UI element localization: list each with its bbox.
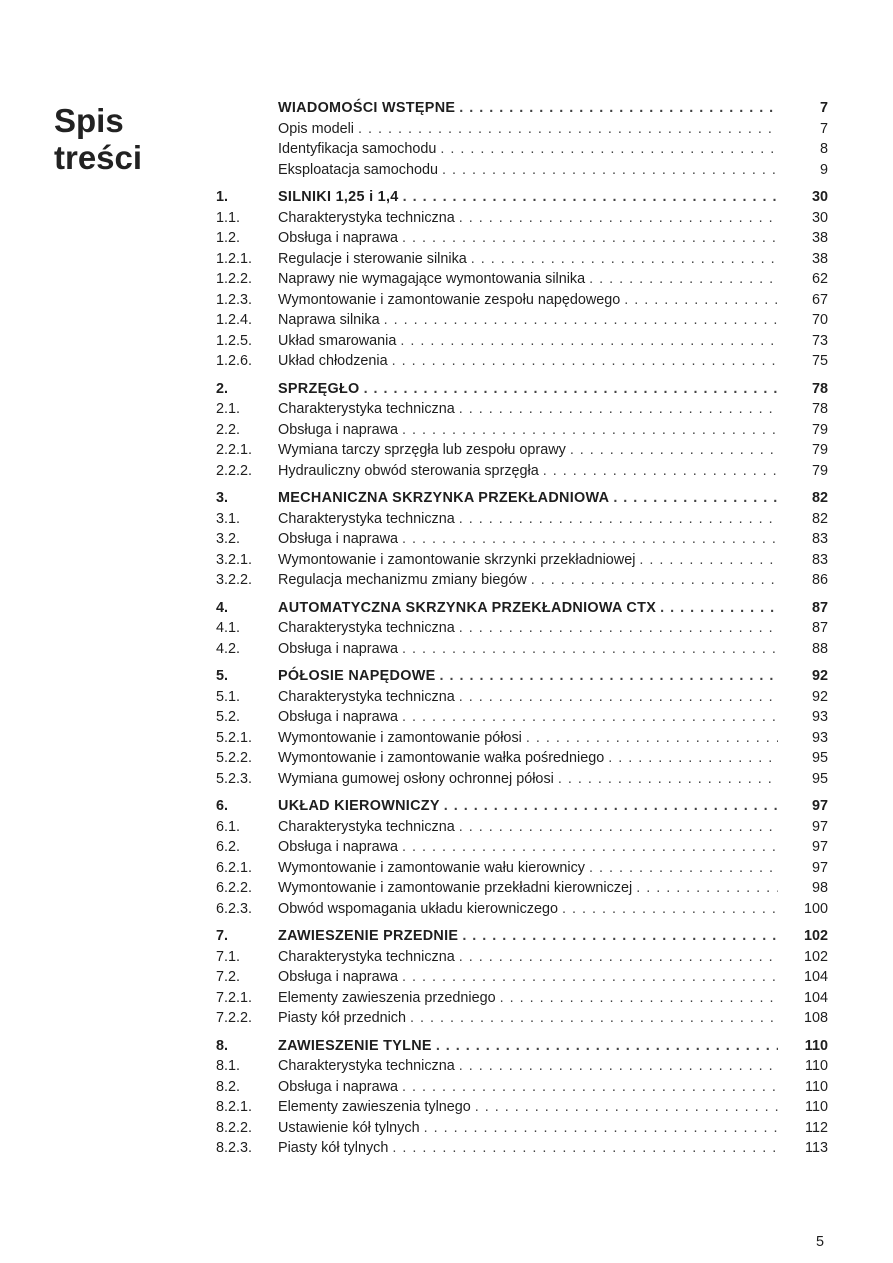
toc-entry-number: 3.: [216, 490, 229, 506]
toc-chapter-heading: [216, 1036, 828, 1057]
toc-entry-number: 1.2.: [216, 230, 241, 246]
toc-entry-title: SPRZĘGŁO: [278, 380, 360, 397]
page-title: [54, 102, 142, 176]
toc-dot-leader: [360, 379, 778, 400]
toc-entry-number: 7.2.1.: [216, 989, 253, 1006]
toc-entry: [216, 290, 828, 311]
toc-entry-title: Wymontowanie i zamontowanie półosi: [278, 729, 522, 746]
toc-entry: [216, 988, 828, 1009]
toc-entry-page: 110: [805, 1058, 828, 1074]
toc-entry: [216, 269, 828, 290]
toc-entry-number: 2.: [216, 380, 229, 397]
toc-entry: [216, 728, 828, 749]
toc-entry: [216, 351, 828, 372]
toc-entry-page: 98: [811, 880, 828, 896]
toc-entry: [216, 550, 828, 571]
toc-entry-number: 1.2.2.: [216, 271, 253, 287]
toc-dot-leader: [398, 967, 778, 988]
toc-entry-title: WIADOMOŚCI WSTĘPNE: [278, 100, 456, 116]
toc-entry-title: Obsługa i naprawa: [278, 531, 398, 547]
toc-entry-page: 82: [811, 490, 828, 506]
toc-entry: [216, 878, 828, 899]
toc-entry: [216, 139, 828, 160]
toc-entry-title: Wymontowanie i zamontowanie wału kierownicy: [278, 859, 586, 876]
toc-entry-page: 70: [811, 312, 828, 328]
toc-dot-leader: [558, 899, 778, 920]
toc-entry-page: 83: [811, 551, 828, 568]
toc-entry: [216, 1077, 828, 1098]
toc-entry: [216, 1056, 828, 1077]
toc-dot-leader: [455, 1056, 778, 1077]
toc-entry-page: 30: [811, 189, 828, 205]
toc-dot-leader: [620, 290, 778, 311]
toc-entry-number: 5.2.3.: [216, 770, 253, 787]
toc-entry: [216, 228, 828, 249]
toc-entry-title: Regulacje i sterowanie silnika: [278, 250, 467, 267]
toc-entry-number: 1.2.4.: [216, 312, 253, 328]
toc-chapter-group: [216, 666, 828, 789]
toc-entry: [216, 858, 828, 879]
toc-entry-page: 7: [819, 120, 828, 137]
toc-entry-title: Wymontowanie i zamontowanie zespołu napędowego: [278, 291, 621, 308]
toc-entry-number: 6.2.2.: [216, 880, 253, 896]
toc-entry-title: Obsługa i naprawa: [278, 421, 398, 438]
toc-entry-number: 6.: [216, 798, 229, 814]
toc-chapter-group: [216, 598, 828, 660]
toc-entry-page: 93: [811, 709, 828, 725]
toc-entry-title: Charakterystyka techniczna: [278, 401, 455, 417]
toc-entry-number: 5.1.: [216, 688, 241, 705]
toc-dot-leader: [566, 440, 778, 461]
toc-chapter-heading: [216, 666, 828, 687]
toc-entry-page: 82: [811, 510, 828, 527]
toc-dot-leader: [398, 837, 778, 858]
toc-dot-leader: [604, 748, 778, 769]
toc-dot-leader: [438, 160, 778, 181]
toc-entry-number: 8.2.: [216, 1078, 241, 1095]
toc-entry-title: Obsługa i naprawa: [278, 640, 398, 657]
page-title-line-1: Spis: [54, 102, 124, 139]
toc-entry-page: 102: [803, 948, 828, 965]
toc-entry-page: 110: [805, 1099, 828, 1115]
toc-entry: [216, 837, 828, 858]
toc-entry-number: 8.1.: [216, 1058, 241, 1074]
toc-chapter-heading: [216, 98, 828, 119]
toc-dot-leader: [388, 351, 778, 372]
toc-dot-leader: [656, 598, 778, 619]
toc-entry-number: 2.1.: [216, 401, 241, 417]
toc-entry: [216, 1008, 828, 1029]
toc-entry: [216, 1138, 828, 1159]
toc-entry-page: 97: [811, 839, 828, 855]
toc-entry-page: 110: [805, 1078, 828, 1095]
toc-chapter-heading: [216, 796, 828, 817]
toc-chapter-group: [216, 1036, 828, 1159]
toc-dot-leader: [398, 707, 778, 728]
toc-entry-title: Piasty kół tylnych: [278, 1140, 389, 1156]
toc-entry-title: Układ smarowania: [278, 332, 397, 349]
toc-entry: [216, 399, 828, 420]
toc-entry: [216, 639, 828, 660]
toc-entry-title: Charakterystyka techniczna: [278, 948, 455, 965]
toc-entry: [216, 331, 828, 352]
toc-entry-title: Wymontowanie i zamontowanie skrzynki przekładniowej: [278, 551, 636, 568]
toc-entry-title: UKŁAD KIEROWNICZY: [278, 798, 440, 814]
toc-dot-leader: [496, 988, 778, 1009]
toc-dot-leader: [398, 228, 778, 249]
toc-entry-page: 30: [811, 209, 828, 226]
toc-entry-page: 86: [811, 572, 828, 588]
toc-entry-page: 87: [811, 599, 828, 616]
toc-dot-leader: [455, 618, 778, 639]
toc-entry-page: 95: [811, 750, 828, 766]
toc-entry-title: Hydrauliczny obwód sterowania sprzęgła: [278, 462, 539, 479]
toc-entry: [216, 249, 828, 270]
toc-entry: [216, 967, 828, 988]
toc-chapter-group: [216, 488, 828, 591]
toc-entry-number: 6.2.: [216, 839, 241, 855]
toc-dot-leader: [420, 1118, 778, 1139]
toc-entry: [216, 420, 828, 441]
toc-entry: [216, 618, 828, 639]
toc-entry: [216, 310, 828, 331]
toc-dot-leader: [455, 509, 778, 530]
toc-entry-page: 104: [803, 969, 828, 985]
toc-entry: [216, 687, 828, 708]
toc-entry-title: Elementy zawieszenia tylnego: [278, 1099, 471, 1115]
toc-entry: [216, 440, 828, 461]
toc-entry-title: Wymiana gumowej osłony ochronnej półosi: [278, 770, 554, 787]
toc-dot-leader: [455, 947, 778, 968]
toc-entry-page: 38: [811, 250, 828, 267]
toc-entry-number: 7.: [216, 928, 229, 944]
toc-entry-page: 7: [819, 100, 828, 116]
toc-entry-number: 1.2.6.: [216, 353, 253, 369]
toc-dot-leader: [398, 1077, 778, 1098]
toc-entry-number: 1.: [216, 189, 229, 205]
toc-chapter-heading: [216, 926, 828, 947]
toc-entry-page: 104: [803, 989, 828, 1006]
table-of-contents: [216, 98, 828, 1166]
toc-entry-title: Obsługa i naprawa: [278, 230, 398, 246]
toc-entry: [216, 509, 828, 530]
toc-entry-title: Charakterystyka techniczna: [278, 818, 455, 835]
toc-entry-title: Charakterystyka techniczna: [278, 1058, 455, 1074]
toc-entry-number: 8.2.3.: [216, 1140, 253, 1156]
toc-dot-leader: [440, 796, 778, 817]
toc-entry-page: 100: [803, 900, 828, 917]
toc-entry-title: Ustawienie kół tylnych: [278, 1119, 420, 1136]
toc-entry-title: Elementy zawieszenia przedniego: [278, 989, 496, 1006]
toc-entry-page: 97: [811, 818, 828, 835]
toc-chapter-heading: [216, 187, 828, 208]
toc-entry: [216, 119, 828, 140]
toc-entry-page: 8: [819, 141, 828, 157]
toc-entry-title: ZAWIESZENIE PRZEDNIE: [278, 928, 459, 944]
toc-entry-number: 1.1.: [216, 209, 241, 226]
toc-entry-page: 62: [811, 271, 828, 287]
toc-dot-leader: [388, 1138, 778, 1159]
toc-entry-title: Opis modeli: [278, 120, 354, 137]
toc-dot-leader: [455, 399, 778, 420]
toc-entry-title: Regulacja mechanizmu zmiany biegów: [278, 572, 527, 588]
page-title-line-2: treści: [54, 139, 143, 176]
toc-entry-number: 8.2.1.: [216, 1099, 253, 1115]
toc-entry: [216, 208, 828, 229]
toc-entry-number: 8.: [216, 1037, 229, 1054]
toc-entry-page: 87: [811, 620, 828, 636]
toc-entry-number: 5.2.2.: [216, 750, 253, 766]
toc-entry-title: PÓŁOSIE NAPĘDOWE: [278, 668, 436, 684]
toc-entry-page: 78: [811, 380, 828, 397]
toc-entry-page: 78: [811, 401, 828, 417]
toc-entry-number: 5.: [216, 668, 229, 684]
toc-entry-number: 6.2.3.: [216, 900, 253, 917]
toc-entry-number: 8.2.2.: [216, 1119, 253, 1136]
toc-dot-leader: [455, 687, 778, 708]
toc-dot-leader: [436, 139, 778, 160]
toc-dot-leader: [609, 488, 778, 509]
toc-entry-number: 4.1.: [216, 620, 241, 636]
toc-entry-number: 4.2.: [216, 640, 241, 657]
toc-entry-number: 7.1.: [216, 948, 241, 965]
toc-entry-title: ZAWIESZENIE TYLNE: [278, 1037, 432, 1054]
toc-dot-leader: [432, 1036, 778, 1057]
toc-dot-leader: [527, 570, 778, 591]
toc-dot-leader: [632, 878, 778, 899]
toc-dot-leader: [399, 187, 778, 208]
toc-entry-title: Obsługa i naprawa: [278, 839, 398, 855]
toc-entry: [216, 899, 828, 920]
toc-dot-leader: [398, 529, 778, 550]
toc-entry-page: 95: [811, 770, 828, 787]
toc-dot-leader: [455, 208, 778, 229]
toc-entry-page: 67: [811, 291, 828, 308]
toc-entry-title: Identyfikacja samochodu: [278, 141, 437, 157]
toc-entry-title: Wymontowanie i zamontowanie przekładni kierowniczej: [278, 880, 633, 896]
toc-entry-page: 83: [811, 531, 828, 547]
toc-entry-number: 7.2.2.: [216, 1010, 253, 1026]
toc-dot-leader: [635, 550, 778, 571]
toc-entry-page: 38: [811, 230, 828, 246]
toc-entry-number: 3.1.: [216, 510, 241, 527]
toc-entry-page: 110: [804, 1037, 828, 1054]
toc-entry: [216, 1118, 828, 1139]
toc-entry-number: 5.2.: [216, 709, 241, 725]
toc-entry: [216, 1097, 828, 1118]
toc-entry-page: 108: [803, 1010, 828, 1026]
toc-entry-title: Naprawy nie wymagające wymontowania silnika: [278, 271, 586, 287]
toc-entry-title: Charakterystyka techniczna: [278, 510, 455, 527]
toc-entry-page: 93: [811, 729, 828, 746]
toc-entry: [216, 748, 828, 769]
toc-entry-page: 97: [811, 859, 828, 876]
toc-entry-title: Układ chłodzenia: [278, 353, 388, 369]
toc-entry-number: 4.: [216, 599, 229, 616]
toc-entry-number: 5.2.1.: [216, 729, 253, 746]
toc-dot-leader: [585, 269, 778, 290]
toc-entry-page: 79: [811, 421, 828, 438]
toc-entry-title: Obsługa i naprawa: [278, 969, 398, 985]
toc-dot-leader: [354, 119, 778, 140]
toc-entry-number: 1.2.5.: [216, 332, 253, 349]
toc-entry-page: 92: [811, 668, 828, 684]
toc-entry: [216, 769, 828, 790]
toc-entry-title: Obsługa i naprawa: [278, 1078, 398, 1095]
toc-entry-title: Eksploatacja samochodu: [278, 161, 438, 178]
toc-entry-number: 6.1.: [216, 818, 241, 835]
toc-dot-leader: [467, 249, 778, 270]
toc-entry-page: 92: [811, 688, 828, 705]
toc-chapter-heading: [216, 598, 828, 619]
toc-entry-page: 9: [819, 161, 828, 178]
toc-dot-leader: [380, 310, 778, 331]
toc-entry: [216, 160, 828, 181]
toc-entry-number: 7.2.: [216, 969, 241, 985]
toc-entry-title: Charakterystyka techniczna: [278, 209, 455, 226]
toc-chapter-group: [216, 98, 828, 180]
toc-entry: [216, 529, 828, 550]
toc-chapter-group: [216, 379, 828, 482]
toc-entry-title: Piasty kół przednich: [278, 1010, 406, 1026]
toc-dot-leader: [406, 1008, 778, 1029]
toc-entry-title: Charakterystyka techniczna: [278, 620, 455, 636]
toc-entry-page: 79: [811, 442, 828, 458]
toc-dot-leader: [436, 666, 778, 687]
toc-entry-title: Obsługa i naprawa: [278, 709, 398, 725]
toc-entry-page: 102: [803, 928, 828, 944]
toc-entry-title: Wymiana tarczy sprzęgła lub zespołu oprawy: [278, 442, 566, 458]
toc-entry-title: SILNIKI 1,25 i 1,4: [278, 189, 399, 205]
toc-entry-number: 2.2.1.: [216, 442, 253, 458]
toc-dot-leader: [458, 926, 778, 947]
toc-dot-leader: [455, 98, 778, 119]
toc-dot-leader: [554, 769, 778, 790]
toc-entry-title: Wymontowanie i zamontowanie wałka pośredniego: [278, 750, 605, 766]
page-number: 5: [816, 1234, 825, 1250]
toc-entry-number: 2.2.: [216, 421, 241, 438]
toc-chapter-heading: [216, 488, 828, 509]
toc-entry-page: 79: [811, 462, 828, 479]
toc-dot-leader: [455, 817, 778, 838]
toc-entry: [216, 707, 828, 728]
toc-entry-page: 75: [811, 353, 828, 369]
toc-entry-title: Obwód wspomagania układu kierowniczego: [278, 900, 558, 917]
toc-entry-page: 88: [811, 640, 828, 657]
toc-entry-title: Charakterystyka techniczna: [278, 688, 455, 705]
toc-entry-title: Naprawa silnika: [278, 312, 380, 328]
toc-entry: [216, 947, 828, 968]
toc-entry: [216, 461, 828, 482]
toc-chapter-group: [216, 926, 828, 1029]
toc-dot-leader: [539, 461, 778, 482]
toc-dot-leader: [585, 858, 778, 879]
toc-dot-leader: [398, 639, 778, 660]
toc-chapter-heading: [216, 379, 828, 400]
toc-entry: [216, 817, 828, 838]
toc-entry: [216, 570, 828, 591]
toc-chapter-group: [216, 187, 828, 372]
toc-entry-title: AUTOMATYCZNA SKRZYNKA PRZEKŁADNIOWA CTX: [278, 599, 657, 616]
toc-entry-page: 113: [805, 1140, 828, 1156]
toc-dot-leader: [471, 1097, 778, 1118]
toc-entry-number: 1.2.3.: [216, 291, 253, 308]
toc-entry-title: MECHANICZNA SKRZYNKA PRZEKŁADNIOWA: [278, 490, 610, 506]
toc-entry-number: 1.2.1.: [216, 250, 253, 267]
toc-entry-page: 112: [805, 1119, 828, 1136]
toc-chapter-group: [216, 796, 828, 919]
toc-dot-leader: [522, 728, 778, 749]
toc-entry-number: 3.2.1.: [216, 551, 253, 568]
toc-entry-number: 3.2.: [216, 531, 241, 547]
toc-dot-leader: [398, 420, 778, 441]
toc-entry-number: 3.2.2.: [216, 572, 253, 588]
toc-entry-page: 73: [811, 332, 828, 349]
toc-entry-number: 6.2.1.: [216, 859, 253, 876]
toc-dot-leader: [396, 331, 778, 352]
toc-entry-number: 2.2.2.: [216, 462, 253, 479]
toc-entry-page: 97: [811, 798, 828, 814]
